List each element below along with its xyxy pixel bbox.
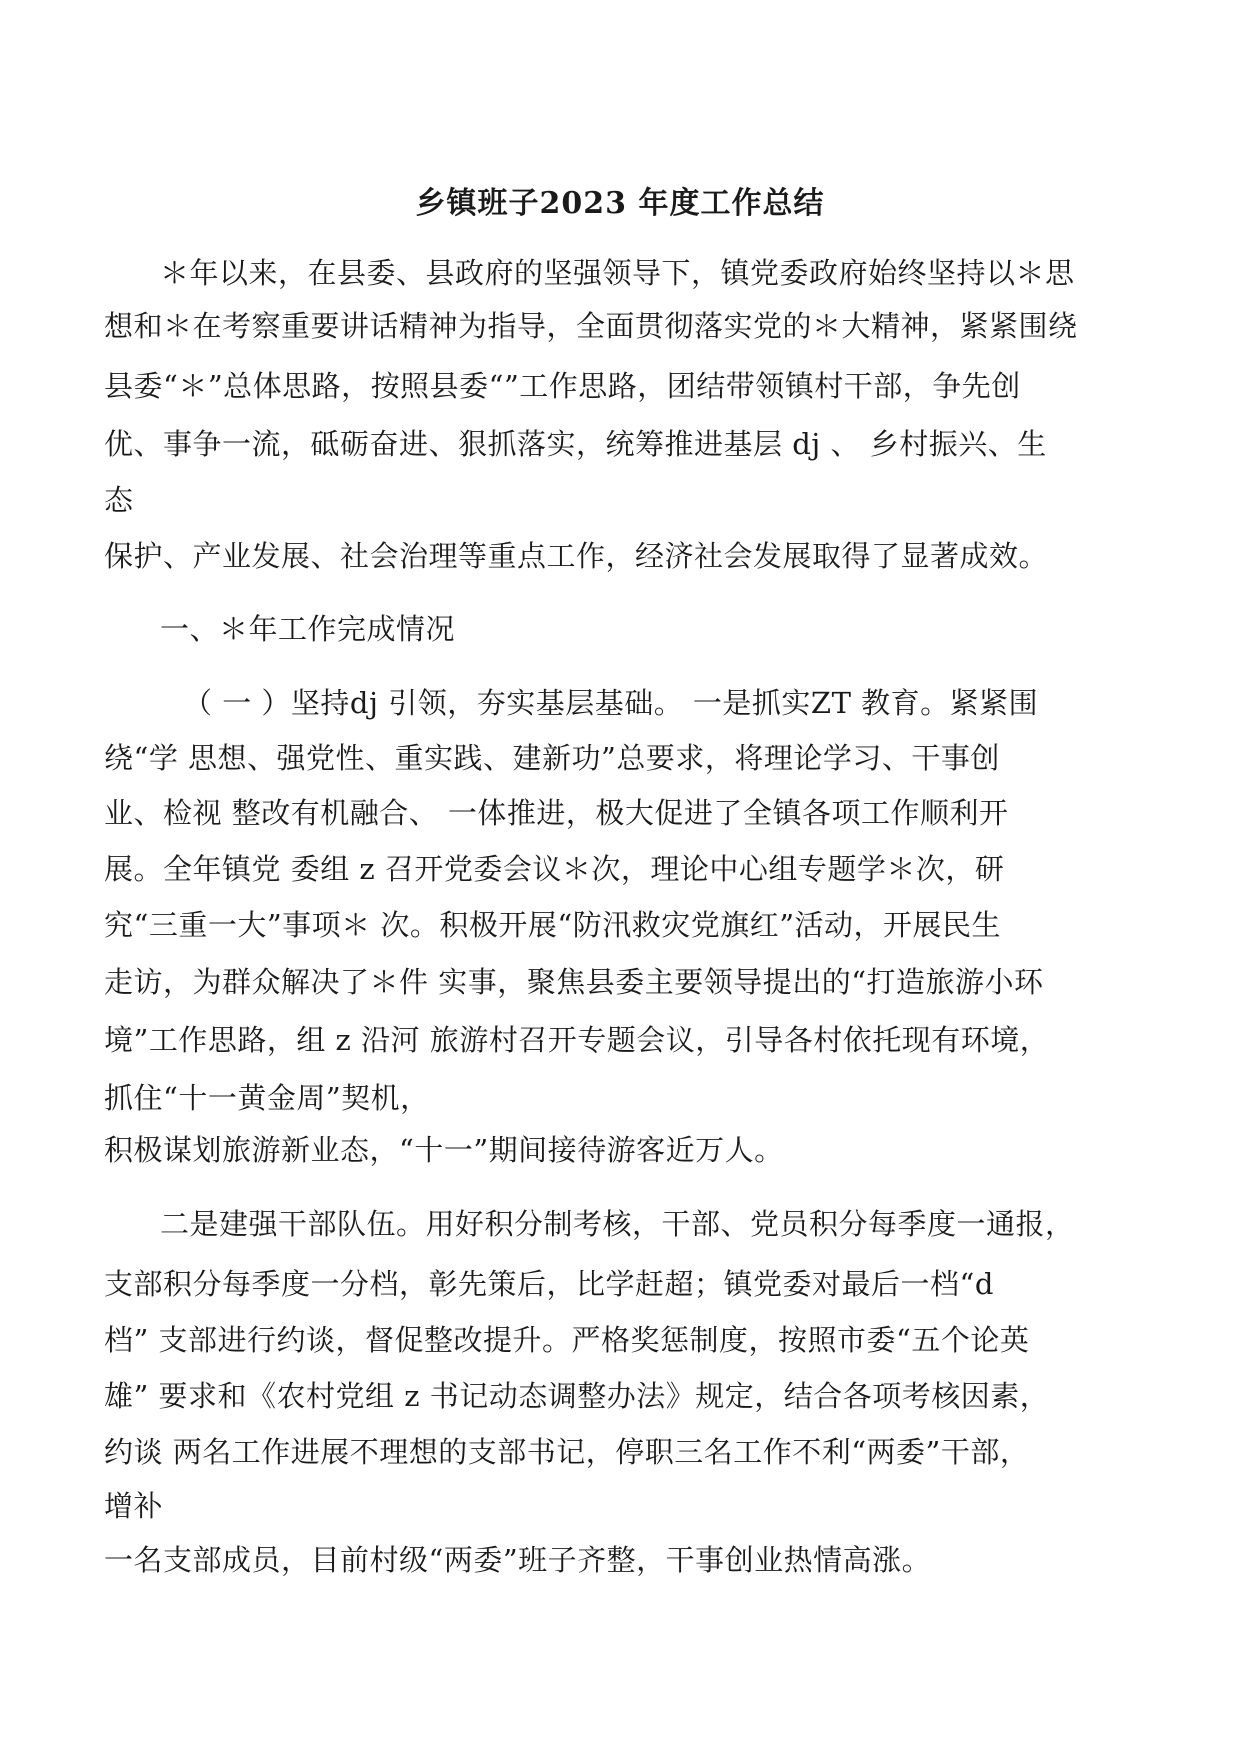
paragraph-line: 一名支部成员，目前村级“两委”班子齐整，干事创业热情高涨。 <box>104 1543 932 1577</box>
paragraph-line: 态 <box>104 483 134 517</box>
paragraph-line: 积极谋划旅游新业态，“十一”期间接待游客近万人。 <box>104 1133 784 1167</box>
paragraph-line: 支部积分每季度一分档，彰先策后，比学赶超；镇党委对最后一档“d <box>104 1267 994 1301</box>
paragraph-line: 抓住“十一黄金周”契机， <box>104 1081 430 1115</box>
paragraph-line: 业、检视 整改有机融合、 一体推进，极大促进了全镇各项工作顺利开 <box>104 796 1009 830</box>
paragraph-line: （ 一 ）坚持dj 引领，夯实基层基础。 一是抓实ZT 教育。紧紧围 <box>183 686 1039 720</box>
paragraph-line: 究“三重一大”事项＊ 次。积极开展“防汛救灾党旗红”活动，开展民生 <box>104 908 1002 942</box>
paragraph-line: 走访，为群众解决了＊件 实事，聚焦县委主要领导提出的“打造旅游小环 <box>104 965 1044 999</box>
paragraph-line: 二是建强干部队伍。用好积分制考核，干部、党员积分每季度一通报， <box>160 1207 1075 1241</box>
paragraph-line: 优、事争一流，砥砺奋进、狠抓落实，统筹推进基层 dj 、 乡村振兴、生 <box>104 427 1047 461</box>
paragraph-line: 想和＊在考察重要讲话精神为指导，全面贯彻落实党的＊大精神，紧紧围绕 <box>104 309 1078 343</box>
paragraph-line: 档” 支部进行约谈，督促整改提升。严格奖惩制度，按照市委“五个论英 <box>104 1323 1030 1357</box>
paragraph-line: 绕“学 思想、强党性、重实践、建新功”总要求，将理论学习、干事创 <box>104 741 1000 775</box>
paragraph-line: 县委“＊”总体思路，按照县委“”工作思路，团结带领镇村干部，争先创 <box>104 369 1021 403</box>
section-heading: 一、＊年工作完成情况 <box>160 612 456 646</box>
paragraph-line: 约谈 两名工作进展不理想的支部书记，停职三名工作不利“两委”干部， <box>104 1435 1030 1469</box>
paragraph-line: ＊年以来，在县委、县政府的坚强领导下，镇党委政府始终坚持以＊思 <box>160 256 1075 290</box>
paragraph-line: 增补 <box>104 1489 164 1523</box>
paragraph-line: 雄” 要求和《农村党组 z 书记动态调整办法》规定，结合各项考核因素， <box>104 1379 1050 1413</box>
document-title: 乡镇班子2023 年度工作总结 <box>415 186 825 221</box>
paragraph-line: 境”工作思路，组 z 沿河 旅游村召开专题会议，引导各村依托现有环境， <box>104 1023 1050 1057</box>
paragraph-line: 保护、产业发展、社会治理等重点工作，经济社会发展取得了显著成效。 <box>104 539 1049 573</box>
paragraph-line: 展。全年镇党 委组 z 召开党委会议＊次，理论中心组专题学＊次，研 <box>104 852 1005 886</box>
